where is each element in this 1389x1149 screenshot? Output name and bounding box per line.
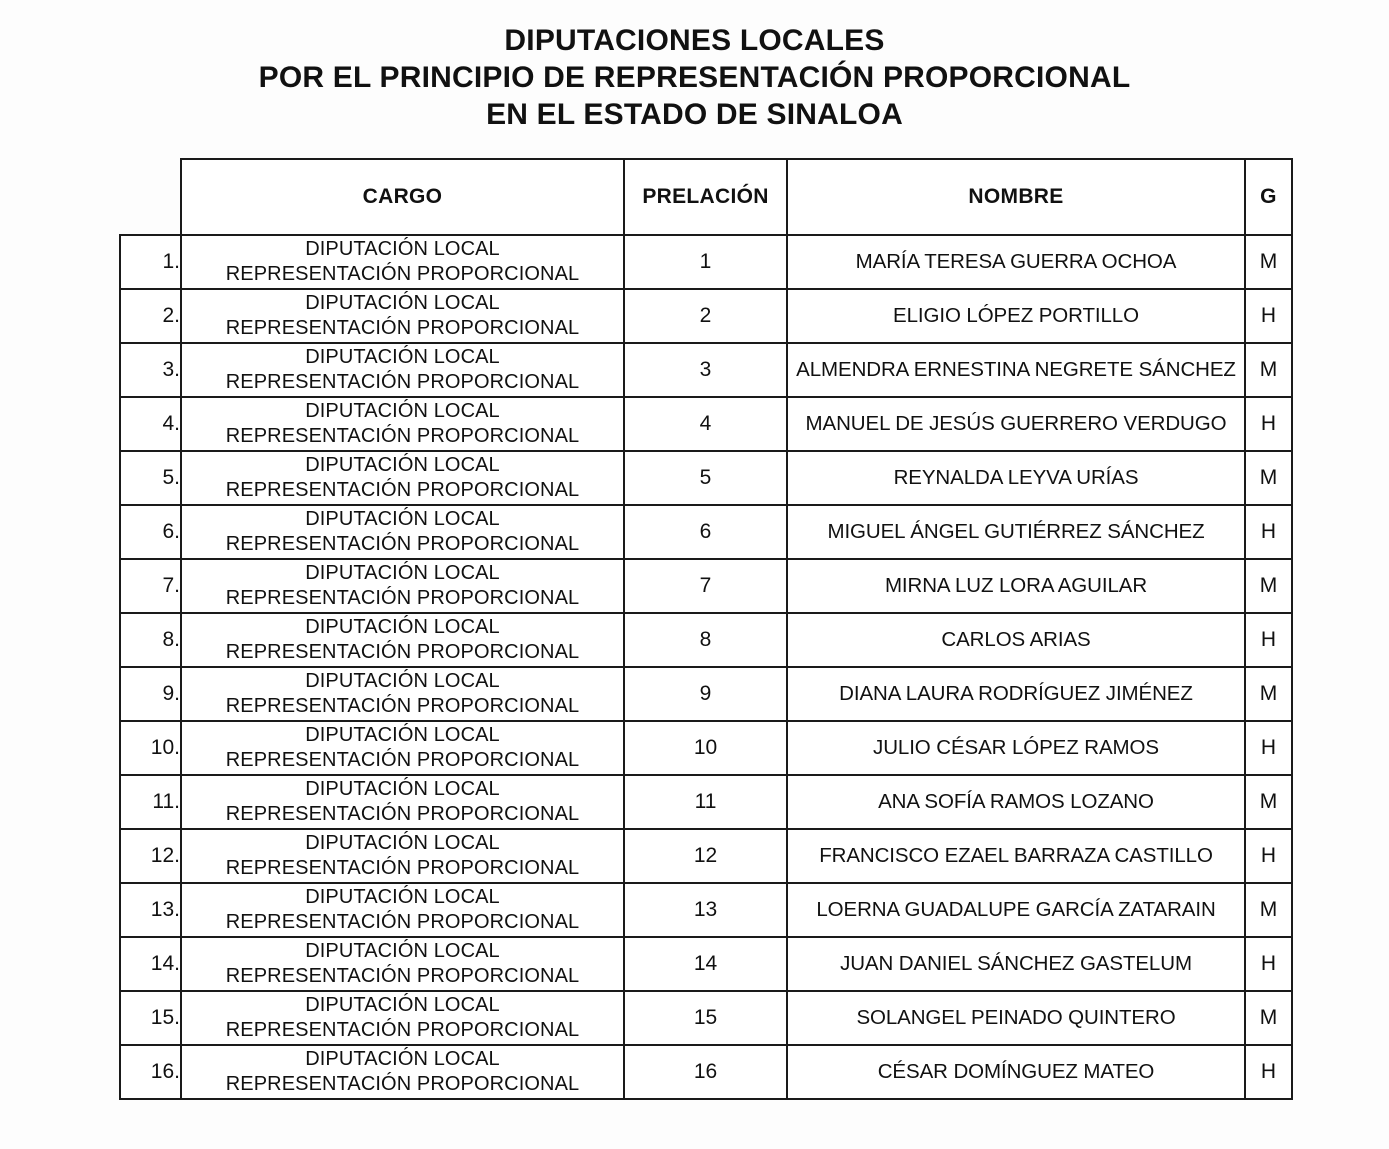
row-index-cell: 13. — [120, 883, 181, 937]
table-row — [120, 559, 1292, 613]
cargo-line-1: DIPUTACIÓN LOCAL — [305, 562, 500, 584]
row-index-cell: 1. — [120, 235, 181, 289]
table-row — [120, 613, 1292, 667]
page-title — [0, 22, 1389, 133]
cargo-cell — [181, 775, 624, 829]
cargo-line-2: REPRESENTACIÓN PROPORCIONAL — [225, 425, 580, 447]
table-body — [120, 235, 1292, 1099]
table-row — [120, 343, 1292, 397]
row-index-cell: 8. — [120, 613, 181, 667]
cargo-line-1: DIPUTACIÓN LOCAL — [305, 616, 500, 638]
cargo-line-1: DIPUTACIÓN LOCAL — [305, 940, 500, 962]
cargo-line-1: DIPUTACIÓN LOCAL — [305, 886, 500, 908]
prelacion-cell: 5 — [624, 451, 787, 505]
row-index-cell: 5. — [120, 451, 181, 505]
column-header-genero: G — [1245, 159, 1292, 235]
cargo-cell — [181, 883, 624, 937]
prelacion-cell: 3 — [624, 343, 787, 397]
cargo-line-2: REPRESENTACIÓN PROPORCIONAL — [225, 371, 580, 393]
genero-cell: H — [1245, 1045, 1292, 1099]
table-row — [120, 1045, 1292, 1099]
cargo-cell — [181, 235, 624, 289]
genero-cell: M — [1245, 883, 1292, 937]
prelacion-cell: 7 — [624, 559, 787, 613]
prelacion-cell: 14 — [624, 937, 787, 991]
prelacion-cell: 6 — [624, 505, 787, 559]
nombre-cell: JUAN DANIEL SÁNCHEZ GASTELUM — [787, 937, 1245, 991]
nombre-cell: CARLOS ARIAS — [787, 613, 1245, 667]
prelacion-cell: 2 — [624, 289, 787, 343]
table-header-row — [120, 159, 1292, 235]
genero-cell: M — [1245, 343, 1292, 397]
row-index-cell: 12. — [120, 829, 181, 883]
nombre-cell: JULIO CÉSAR LÓPEZ RAMOS — [787, 721, 1245, 775]
genero-cell: M — [1245, 991, 1292, 1045]
prelacion-cell: 9 — [624, 667, 787, 721]
nombre-cell: ELIGIO LÓPEZ PORTILLO — [787, 289, 1245, 343]
row-index-cell: 4. — [120, 397, 181, 451]
table-row — [120, 721, 1292, 775]
cargo-line-2: REPRESENTACIÓN PROPORCIONAL — [225, 533, 580, 555]
cargo-line-1: DIPUTACIÓN LOCAL — [305, 778, 500, 800]
cargo-line-1: DIPUTACIÓN LOCAL — [305, 508, 500, 530]
column-header-nombre: NOMBRE — [787, 159, 1245, 235]
cargo-cell — [181, 991, 624, 1045]
column-header-prelacion: PRELACIÓN — [624, 159, 787, 235]
prelacion-cell: 13 — [624, 883, 787, 937]
column-header-index — [120, 159, 181, 235]
table-row — [120, 775, 1292, 829]
nombre-cell: CÉSAR DOMÍNGUEZ MATEO — [787, 1045, 1245, 1099]
cargo-line-2: REPRESENTACIÓN PROPORCIONAL — [225, 479, 580, 501]
row-index-cell: 3. — [120, 343, 181, 397]
nombre-cell: MARÍA TERESA GUERRA OCHOA — [787, 235, 1245, 289]
table-row — [120, 289, 1292, 343]
table-row — [120, 991, 1292, 1045]
cargo-line-1: DIPUTACIÓN LOCAL — [305, 454, 500, 476]
roster-table-container — [119, 158, 1291, 1100]
cargo-cell — [181, 397, 624, 451]
row-index-cell: 2. — [120, 289, 181, 343]
nombre-cell: ALMENDRA ERNESTINA NEGRETE SÁNCHEZ — [787, 343, 1245, 397]
row-index-cell: 10. — [120, 721, 181, 775]
table-row — [120, 235, 1292, 289]
genero-cell: H — [1245, 829, 1292, 883]
cargo-line-2: REPRESENTACIÓN PROPORCIONAL — [225, 803, 580, 825]
genero-cell: H — [1245, 289, 1292, 343]
table-row — [120, 937, 1292, 991]
cargo-line-2: REPRESENTACIÓN PROPORCIONAL — [225, 1019, 580, 1041]
cargo-line-1: DIPUTACIÓN LOCAL — [305, 724, 500, 746]
row-index-cell: 15. — [120, 991, 181, 1045]
nombre-cell: DIANA LAURA RODRÍGUEZ JIMÉNEZ — [787, 667, 1245, 721]
cargo-cell — [181, 829, 624, 883]
genero-cell: H — [1245, 721, 1292, 775]
row-index-cell: 14. — [120, 937, 181, 991]
cargo-line-2: REPRESENTACIÓN PROPORCIONAL — [225, 695, 580, 717]
cargo-cell — [181, 721, 624, 775]
table-row — [120, 451, 1292, 505]
cargo-line-2: REPRESENTACIÓN PROPORCIONAL — [225, 857, 580, 879]
genero-cell: M — [1245, 775, 1292, 829]
prelacion-cell: 16 — [624, 1045, 787, 1099]
cargo-cell — [181, 451, 624, 505]
cargo-line-1: DIPUTACIÓN LOCAL — [305, 346, 500, 368]
genero-cell: M — [1245, 451, 1292, 505]
nombre-cell: FRANCISCO EZAEL BARRAZA CASTILLO — [787, 829, 1245, 883]
prelacion-cell: 11 — [624, 775, 787, 829]
prelacion-cell: 12 — [624, 829, 787, 883]
title-line-1: DIPUTACIONES LOCALES — [504, 24, 885, 57]
cargo-line-2: REPRESENTACIÓN PROPORCIONAL — [225, 587, 580, 609]
genero-cell: H — [1245, 937, 1292, 991]
cargo-line-2: REPRESENTACIÓN PROPORCIONAL — [225, 749, 580, 771]
genero-cell: H — [1245, 505, 1292, 559]
table-row — [120, 397, 1292, 451]
nombre-cell: SOLANGEL PEINADO QUINTERO — [787, 991, 1245, 1045]
genero-cell: H — [1245, 397, 1292, 451]
cargo-cell — [181, 1045, 624, 1099]
cargo-cell — [181, 559, 624, 613]
title-line-2: POR EL PRINCIPIO DE REPRESENTACIÓN PROPORCIONAL — [258, 61, 1131, 94]
table-row — [120, 829, 1292, 883]
cargo-line-1: DIPUTACIÓN LOCAL — [305, 994, 500, 1016]
column-header-cargo: CARGO — [181, 159, 624, 235]
cargo-cell — [181, 613, 624, 667]
cargo-line-2: REPRESENTACIÓN PROPORCIONAL — [225, 317, 580, 339]
cargo-cell — [181, 667, 624, 721]
nombre-cell: MANUEL DE JESÚS GUERRERO VERDUGO — [787, 397, 1245, 451]
genero-cell: M — [1245, 667, 1292, 721]
genero-cell: M — [1245, 559, 1292, 613]
cargo-cell — [181, 937, 624, 991]
cargo-cell — [181, 343, 624, 397]
cargo-cell — [181, 289, 624, 343]
table-header — [120, 159, 1292, 235]
nombre-cell: LOERNA GUADALUPE GARCÍA ZATARAIN — [787, 883, 1245, 937]
cargo-cell — [181, 505, 624, 559]
row-index-cell: 7. — [120, 559, 181, 613]
nombre-cell: MIGUEL ÁNGEL GUTIÉRREZ SÁNCHEZ — [787, 505, 1245, 559]
row-index-cell: 16. — [120, 1045, 181, 1099]
cargo-line-2: REPRESENTACIÓN PROPORCIONAL — [225, 911, 580, 933]
genero-cell: M — [1245, 235, 1292, 289]
title-line-3: EN EL ESTADO DE SINALOA — [486, 98, 903, 131]
table-row — [120, 667, 1292, 721]
row-index-cell: 11. — [120, 775, 181, 829]
prelacion-cell: 15 — [624, 991, 787, 1045]
nombre-cell: ANA SOFÍA RAMOS LOZANO — [787, 775, 1245, 829]
roster-table — [119, 158, 1293, 1100]
cargo-line-2: REPRESENTACIÓN PROPORCIONAL — [225, 263, 580, 285]
cargo-line-1: DIPUTACIÓN LOCAL — [305, 832, 500, 854]
nombre-cell: REYNALDA LEYVA URÍAS — [787, 451, 1245, 505]
cargo-line-1: DIPUTACIÓN LOCAL — [305, 670, 500, 692]
row-index-cell: 6. — [120, 505, 181, 559]
cargo-line-1: DIPUTACIÓN LOCAL — [305, 292, 500, 314]
prelacion-cell: 8 — [624, 613, 787, 667]
cargo-line-1: DIPUTACIÓN LOCAL — [305, 1048, 500, 1070]
prelacion-cell: 10 — [624, 721, 787, 775]
genero-cell: H — [1245, 613, 1292, 667]
prelacion-cell: 1 — [624, 235, 787, 289]
cargo-line-2: REPRESENTACIÓN PROPORCIONAL — [225, 641, 580, 663]
cargo-line-1: DIPUTACIÓN LOCAL — [305, 400, 500, 422]
row-index-cell: 9. — [120, 667, 181, 721]
cargo-line-2: REPRESENTACIÓN PROPORCIONAL — [225, 965, 580, 987]
table-row — [120, 883, 1292, 937]
nombre-cell: MIRNA LUZ LORA AGUILAR — [787, 559, 1245, 613]
cargo-line-2: REPRESENTACIÓN PROPORCIONAL — [225, 1073, 580, 1095]
table-row — [120, 505, 1292, 559]
prelacion-cell: 4 — [624, 397, 787, 451]
cargo-line-1: DIPUTACIÓN LOCAL — [305, 238, 500, 260]
